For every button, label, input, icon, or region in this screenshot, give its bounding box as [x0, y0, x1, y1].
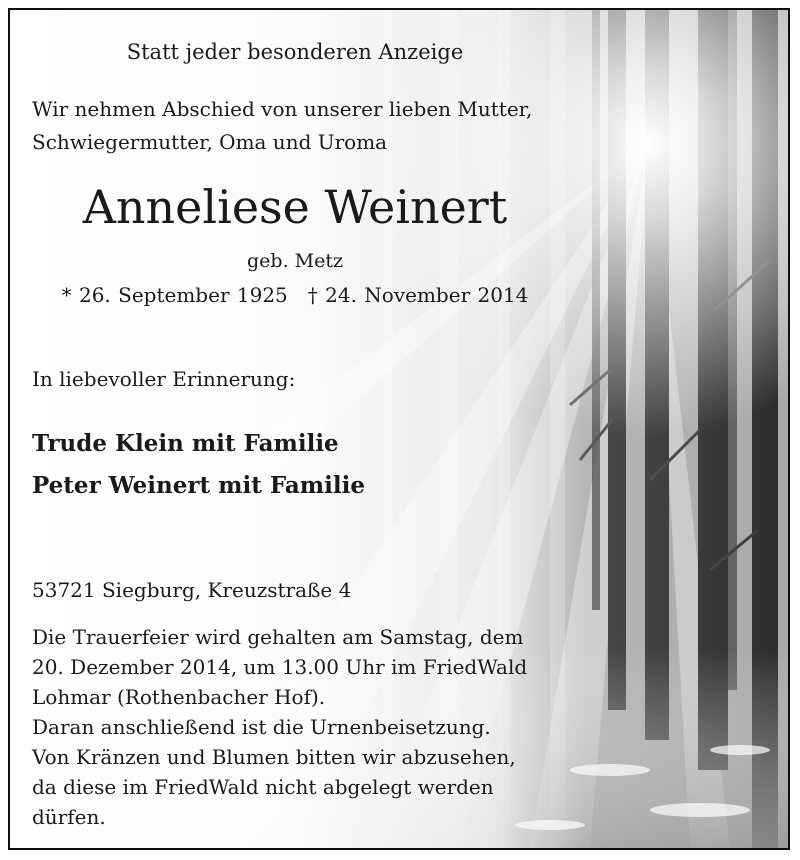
- notice-text: [10, 10, 788, 848]
- intro-text: [32, 93, 532, 159]
- birth-date: * 26. September 1925: [61, 283, 288, 307]
- deceased-name: Anneliese Weinert: [82, 180, 508, 234]
- death-date: † 24. November 2014: [307, 283, 529, 307]
- ceremony-line: dürfen.: [32, 805, 106, 829]
- maiden-name: geb. Metz: [247, 250, 343, 272]
- mourner-line: Peter Weinert mit Familie: [32, 472, 365, 499]
- intro-line: Schwiegermutter, Oma und Uroma: [32, 130, 388, 154]
- intro-line: Wir nehmen Abschied von unserer lieben Mutter,: [32, 97, 533, 121]
- family-address: 53721 Siegburg, Kreuzstraße 4: [32, 578, 352, 602]
- ceremony-line: Von Kränzen und Blumen bitten wir abzusehen,: [32, 745, 516, 769]
- memory-line: In liebevoller Erinnerung:: [32, 367, 296, 391]
- ceremony-line: Daran anschließend ist die Urnenbeisetzung.: [32, 715, 491, 739]
- ceremony-line: da diese im FriedWald nicht abgelegt werden: [32, 775, 494, 799]
- mourner-line: Trude Klein mit Familie: [32, 430, 339, 457]
- ceremony-line: 20. Dezember 2014, um 13.00 Uhr im FriedWald: [32, 655, 528, 679]
- notice-header: Statt jeder besonderen Anzeige: [126, 40, 464, 64]
- ceremony-details: [32, 622, 527, 832]
- obituary-notice: [8, 8, 790, 850]
- ceremony-line: Lohmar (Rothenbacher Hof).: [32, 685, 326, 709]
- life-dates: [10, 283, 580, 307]
- ceremony-line: Die Trauerfeier wird gehalten am Samstag, dem: [32, 625, 524, 649]
